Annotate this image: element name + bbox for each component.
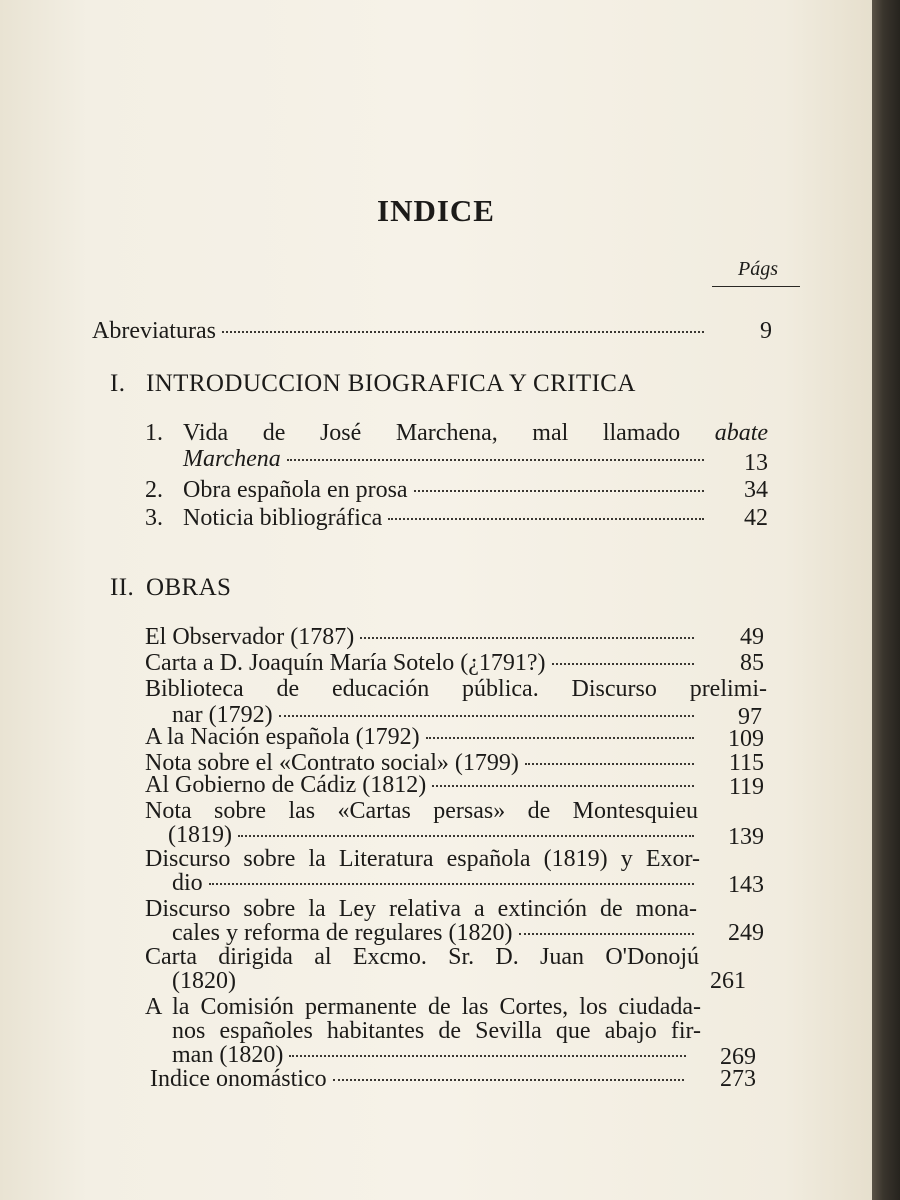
toc-entry-italic-text: Marchena (183, 446, 281, 472)
toc-entry-line: Carta dirigida al Excmo. Sr. D. Juan O'Donojú (145, 944, 699, 970)
toc-entry-text: A la Nación española (1792) (145, 724, 420, 750)
toc-entry-line (183, 446, 710, 472)
section-title: OBRAS (146, 574, 232, 601)
toc-entry-line (168, 822, 700, 848)
toc-page-number: 85 (740, 650, 764, 676)
toc-page-number: 269 (720, 1044, 756, 1070)
dot-leader (519, 933, 695, 935)
section-numeral: II. (110, 574, 135, 601)
toc-entry-line (172, 1042, 692, 1068)
toc-entry-line (183, 420, 768, 446)
toc-page-number: 49 (740, 624, 764, 650)
pages-column-label: Págs (738, 258, 778, 280)
toc-entry-text: Al Gobierno de Cádiz (1812) (145, 772, 427, 798)
toc-page-number: 273 (720, 1066, 756, 1092)
toc-entry-line: Biblioteca de educación pública. Discurso prelimi- (145, 676, 767, 702)
toc-entry-text: Noticia bibliográfica (183, 505, 383, 531)
toc-entry (183, 505, 710, 531)
toc-entry-line: Discurso sobre la Ley relativa a extinción de mona- (145, 896, 697, 922)
toc-page-number: 97 (738, 704, 762, 730)
toc-entry-line (172, 870, 700, 896)
toc-page-number: 139 (728, 824, 764, 850)
page-title: INDICE (377, 193, 495, 228)
toc-entry-text: Obra española en prosa (183, 477, 408, 503)
toc-entry-text: Vida de José Marchena, mal llamado (183, 420, 681, 446)
dot-leader (426, 737, 694, 739)
section-title: INTRODUCCION BIOGRAFICA Y CRITICA (146, 370, 636, 397)
dot-leader (388, 518, 704, 520)
toc-entry-number: 2. (145, 477, 163, 503)
toc-entry-text: nar (1792) (172, 702, 273, 728)
dot-leader (238, 835, 694, 837)
section-numeral: I. (110, 370, 126, 397)
book-page-edge (872, 0, 900, 1200)
dot-leader (360, 637, 694, 639)
toc-page-number: 261 (710, 968, 746, 994)
toc-entry-text: dio (172, 870, 203, 896)
toc-entry (145, 772, 700, 798)
toc-page-number: 13 (744, 450, 768, 476)
toc-entry (145, 624, 700, 650)
toc-page-number: 115 (728, 750, 764, 776)
toc-entry (183, 477, 710, 503)
dot-leader (289, 1055, 686, 1057)
dot-leader (279, 715, 694, 717)
toc-entry-text: Carta a D. Joaquín María Sotelo (¿1791?) (145, 650, 546, 676)
toc-page-number: 119 (728, 774, 764, 800)
toc-entry-text: Abreviaturas (92, 318, 216, 344)
toc-entry-line: A la Comisión permanente de las Cortes, los ciudada- (145, 994, 701, 1020)
dot-leader (414, 490, 704, 492)
toc-page-number: 109 (728, 726, 764, 752)
toc-entry-line: Discurso sobre la Literatura española (1819) y Exor- (145, 846, 700, 872)
toc-entry-text: (1819) (168, 822, 232, 848)
toc-entry-text: Indice onomástico (150, 1066, 327, 1092)
dot-leader (222, 331, 704, 333)
toc-page-number: 249 (728, 920, 764, 946)
toc-entry-text: man (1820) (172, 1042, 284, 1068)
toc-entry (150, 1066, 690, 1092)
toc-page-number: 34 (744, 477, 768, 503)
toc-entry-text: cales y reforma de regulares (1820) (172, 920, 513, 946)
section-heading-2 (110, 574, 231, 602)
dot-leader (333, 1079, 684, 1081)
toc-entry (145, 650, 700, 676)
toc-entry-line: Nota sobre las «Cartas persas» de Montesquieu (145, 798, 698, 824)
dot-leader (287, 459, 704, 461)
toc-entry-line: (1820) (172, 968, 236, 994)
dot-leader (209, 883, 694, 885)
toc-entry-text: El Observador (1787) (145, 624, 355, 650)
toc-page-number: 143 (728, 872, 764, 898)
toc-entry-line (172, 920, 700, 946)
pages-label-rule (712, 286, 800, 287)
dot-leader (432, 785, 694, 787)
toc-entry-line: nos españoles habitantes de Sevilla que abajo fir- (172, 1018, 701, 1044)
toc-entry-number: 1. (145, 420, 163, 446)
toc-entry-italic-text: abate (714, 420, 769, 446)
toc-page-number: 9 (760, 318, 772, 344)
dot-leader (552, 663, 694, 665)
toc-entry-abreviaturas (92, 318, 710, 344)
section-heading-1 (110, 370, 636, 398)
toc-entry-text: Nota sobre el «Contrato social» (1799) (145, 750, 519, 776)
toc-entry-number: 3. (145, 505, 163, 531)
toc-page-number: 42 (744, 505, 768, 531)
dot-leader (525, 763, 694, 765)
toc-entry (145, 724, 700, 750)
